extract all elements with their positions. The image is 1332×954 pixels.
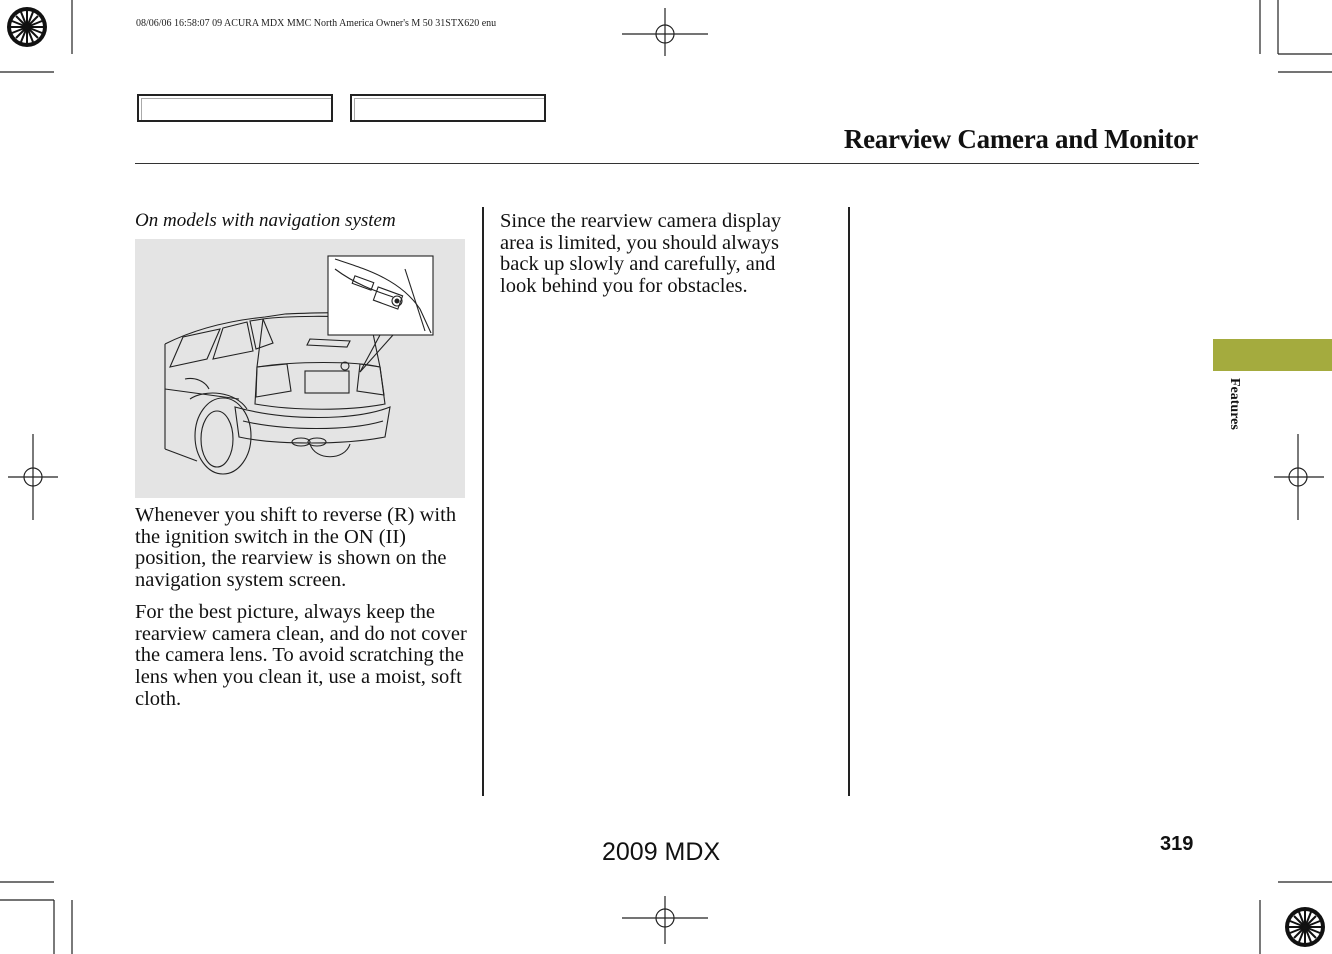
page-number: 319	[1160, 833, 1194, 855]
registration-crosshair-bottom	[622, 896, 708, 944]
page-title: Rearview Camera and Monitor	[843, 124, 1198, 154]
suv-rear-illustration	[135, 239, 465, 498]
print-header: 08/06/06 16:58:07 09 ACURA MDX MMC North America Owner's M 50 31STX620 enu	[136, 18, 497, 29]
nav-box-main-menu[interactable]	[137, 94, 333, 122]
registration-crosshair-left	[8, 434, 58, 520]
middle-text-column	[500, 211, 810, 298]
left-text-column	[135, 505, 467, 710]
registration-star-top-left	[7, 7, 47, 47]
rearview-camera-illustration	[135, 239, 465, 498]
reverse-display-paragraph: Whenever you shift to reverse (R) with the ignition switch in the ON (II) position, the rearview is shown on the navigation system screen.	[135, 504, 457, 592]
camera-cleaning-paragraph: For the best picture, always keep the rearview camera clean, and do not cover the camera lens. To avoid scratching the lens when you clean it, use a moist, soft cloth.	[135, 600, 467, 710]
registration-crosshair-top	[622, 8, 708, 56]
section-tab[interactable]	[1213, 339, 1332, 371]
title-rule	[135, 163, 1199, 164]
registration-star-bottom-right	[1285, 907, 1325, 947]
illustration-caption: On models with navigation system	[135, 210, 396, 231]
crop-mark-bottom-left	[0, 882, 72, 954]
section-tab-label: Features	[1227, 378, 1242, 430]
crop-mark-top-right	[1260, 0, 1332, 72]
backing-caution-paragraph: Since the rearview camera display area is limited, you should always back up slowly and carefully, and look behind you for obstacles.	[500, 210, 782, 298]
registration-crosshair-right	[1274, 434, 1324, 520]
model-footer: 2009 MDX	[602, 838, 721, 866]
nav-box-index[interactable]	[350, 94, 546, 122]
column-divider-left	[482, 207, 484, 796]
column-divider-right	[848, 207, 850, 796]
